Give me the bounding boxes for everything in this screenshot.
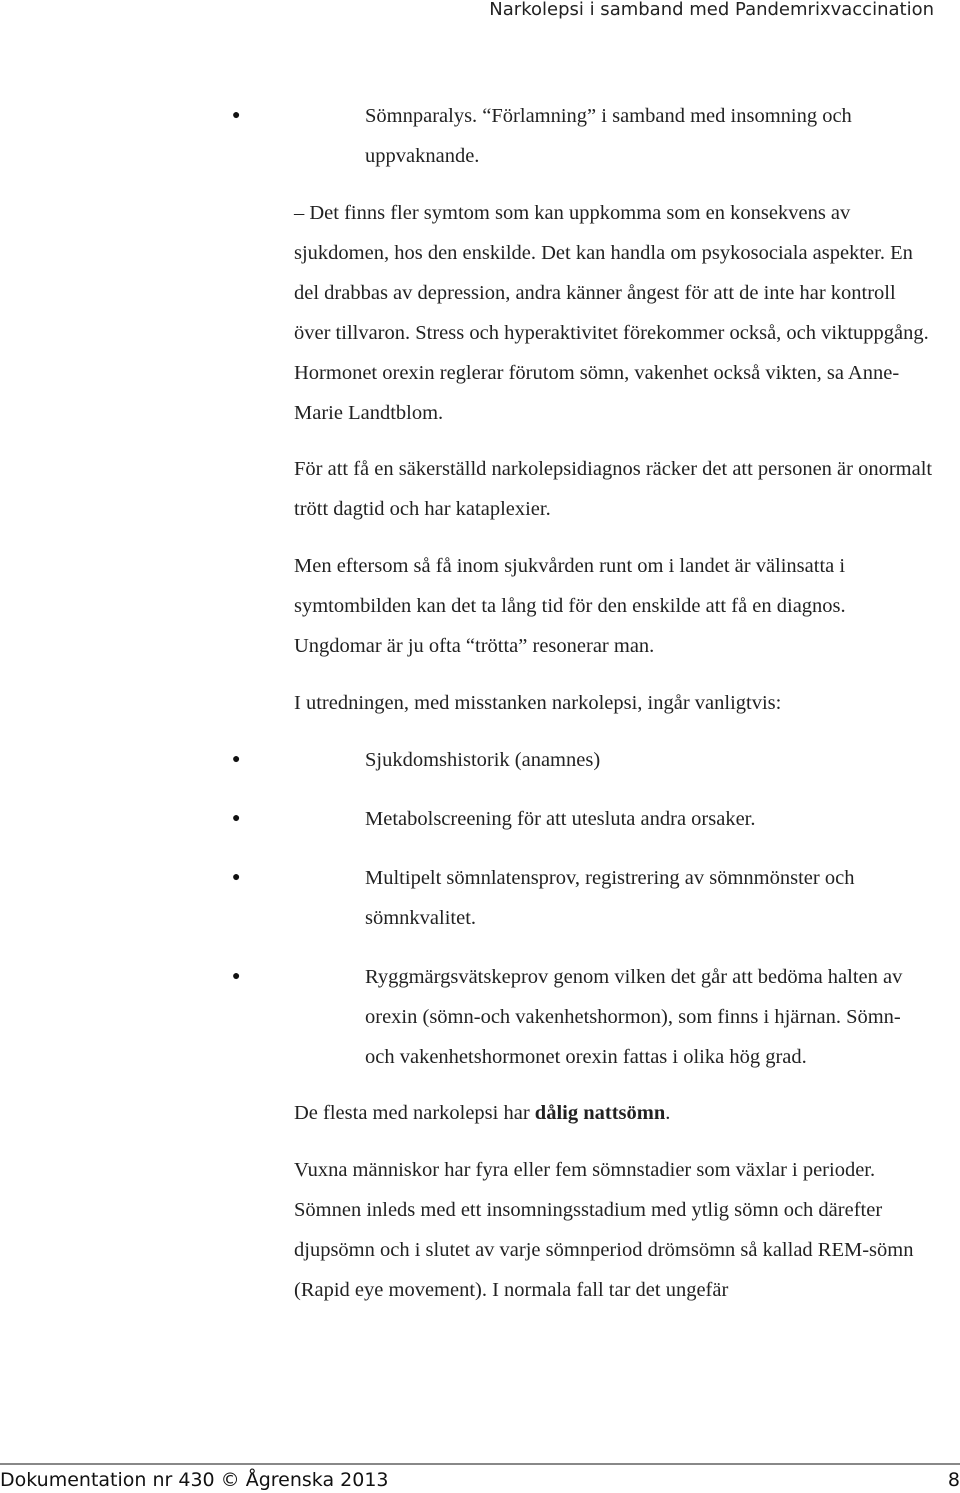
bullet-icon: ● xyxy=(232,969,241,984)
list-item-text: Multipelt sömnlatensprov, registrering av sömnmönster och sömnkvalitet. xyxy=(365,867,855,929)
quote-paragraph: – Det finns fler symtom som kan uppkomma som en konsekvens av sjukdomen, hos den enskilde. Det kan handla om psykosociala aspekter. En del drabbas av depression, andra känner ångest för att de inte har kontroll över tillvaron. Stress och hyperaktivitet förekommer också, och viktuppgång. Hormonet orexin reglerar förutom sömn, vakenhet också vikten, sa Anne-Marie Landtblom. xyxy=(294,202,929,424)
list-intro: I utredningen, med misstanken narkolepsi, ingår vanligtvis: xyxy=(294,692,782,714)
symptom-bullet-text: Sömnparalys. “Förlamning” i samband med insomning och uppvaknande. xyxy=(365,105,852,167)
list-item xyxy=(232,858,934,938)
list-item xyxy=(232,957,934,1077)
running-header: Narkolepsi i samband med Pandemrixvaccination xyxy=(489,0,934,20)
list-item xyxy=(232,799,934,839)
footer-publication: Dokumentation nr 430 © Ågrenska 2013 xyxy=(0,1469,389,1491)
page-footer xyxy=(0,1463,960,1493)
sleep-stages-paragraph: Vuxna människor har fyra eller fem sömnstadier som växlar i perioder. Sömnen inleds med ett insomningsstadium med ytlig sömn och därefter djupsömn och i slutet av varje sömnperiod drömsömn så kallad REM-sömn (Rapid eye movement). I normala fall tar det ungefär xyxy=(294,1159,914,1301)
bullet-icon: ● xyxy=(232,752,241,767)
night-sleep-emphasis: dålig nattsömn xyxy=(534,1102,666,1124)
list-item-text: Ryggmärgsvätskeprov genom vilken det går att bedöma halten av orexin (sömn-och vakenhetshormon), som finns i hjärnan. Sömn- och vakenhetshormonet orexin fattas i olika hög grad. xyxy=(365,966,903,1068)
night-sleep-prefix: De flesta med narkolepsi har xyxy=(294,1102,535,1124)
night-sleep-sentence xyxy=(294,1093,934,1133)
document-body xyxy=(232,96,934,1327)
list-item-text: Metabolscreening för att utesluta andra orsaker. xyxy=(365,808,756,830)
list-item xyxy=(232,740,934,780)
list-item-text: Sjukdomshistorik (anamnes) xyxy=(365,749,601,771)
diagnosis-paragraph: För att få en säkerställd narkolepsidiagnos räcker det att personen är onormalt trött dagtid och har kataplexier. xyxy=(294,458,933,520)
page-number: 8 xyxy=(947,1469,960,1491)
bullet-icon: ● xyxy=(232,870,241,885)
night-sleep-suffix: . xyxy=(665,1102,671,1124)
healthcare-paragraph: Men eftersom så få inom sjukvården runt om i landet är välinsatta i symtombilden kan det ta lång tid för den enskilde att få en diagnos. Ungdomar är ju ofta “trötta” resonerar man. xyxy=(294,555,846,657)
bullet-icon: ● xyxy=(232,811,241,826)
symptom-bullet-item xyxy=(232,96,934,176)
bullet-icon: ● xyxy=(232,108,241,123)
